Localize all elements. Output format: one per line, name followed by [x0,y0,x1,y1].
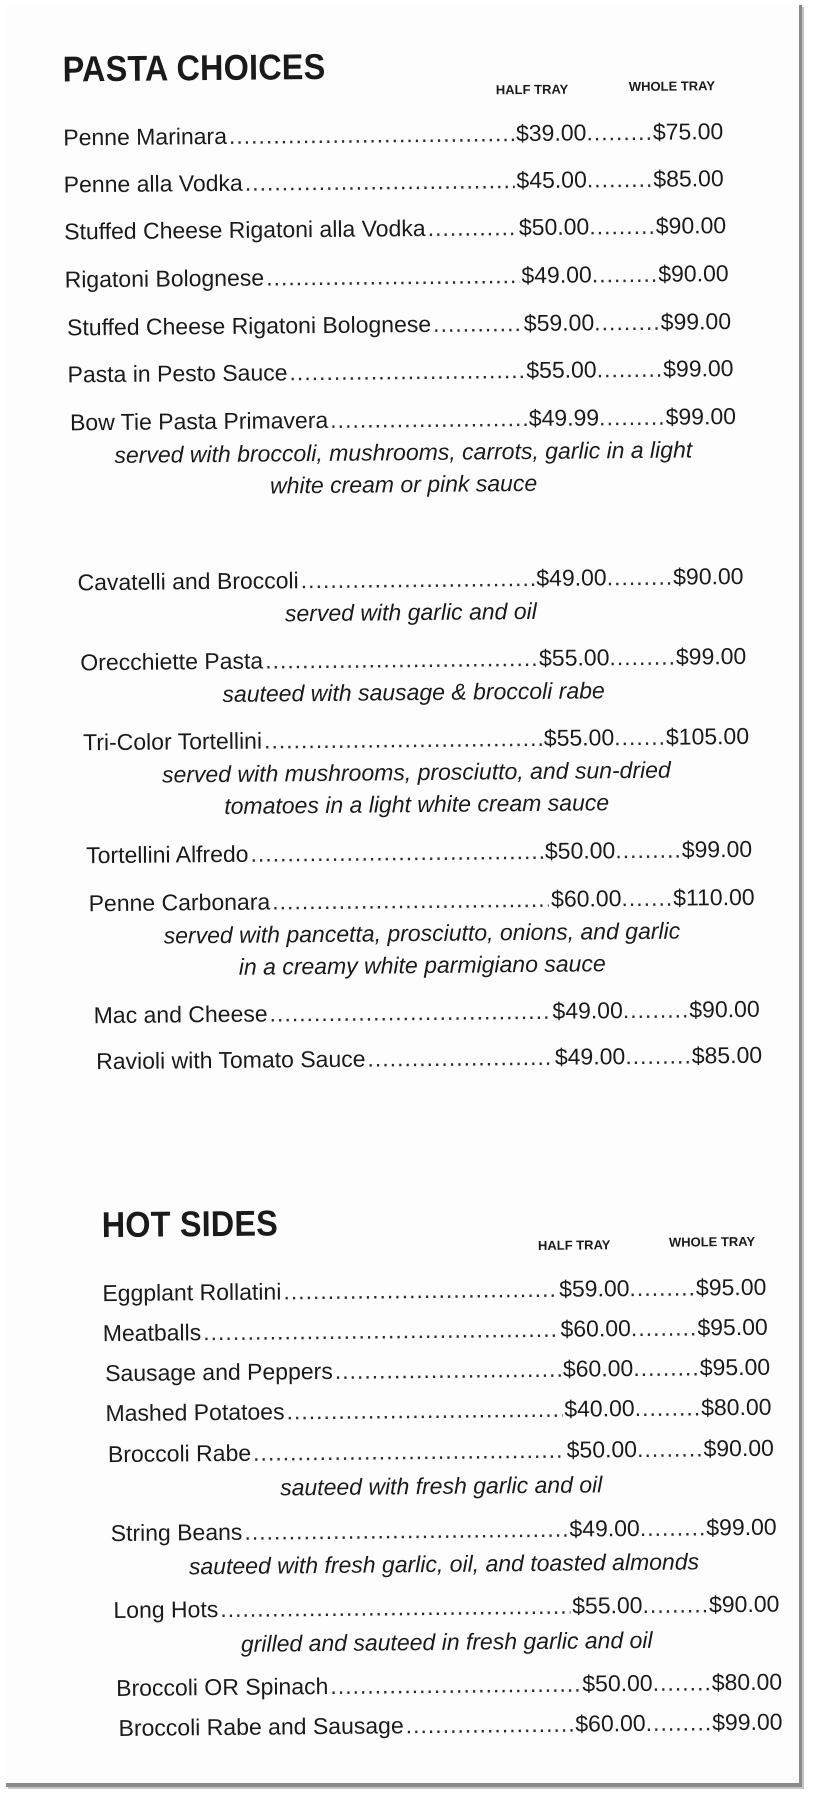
item-name: Bow Tie Pasta Primavera [69,406,329,436]
item-price-half: $49.00 [552,997,623,1024]
item-price-half: $59.00 [558,1275,630,1302]
item-price-half: $50.00 [582,1669,653,1697]
item-price-whole: $99.00 [665,403,737,430]
item-description: grilled and sauteed in fresh garlic and oil [240,1626,653,1657]
menu-item: Penne Carbonara ..... $60.00 ....... $110.00 [89,884,755,917]
item-price-whole: $110.00 [673,883,755,911]
column-header-half-tray: HALF TRAY [495,81,569,98]
item-price-whole: $85.00 [653,165,724,192]
item-name: Eggplant Rollatini [102,1278,282,1307]
item-price-half: $60.00 [550,885,622,912]
item-name: Stuffed Cheese Rigatoni Bolognese [66,310,432,341]
section-title: HOT SIDES [101,1202,279,1246]
item-description: in a creamy white parmigiano sauce [238,950,606,980]
item-name: Tri-Color Tortellini [82,727,263,756]
item-name: String Beans [110,1518,243,1547]
item-name: Tortellini Alfredo [86,840,249,869]
item-description: sauteed with fresh garlic, oil, and toasted almonds [188,1548,700,1580]
item-description: served with garlic and oil [284,597,537,627]
item-price-whole: $99.00 [663,355,734,382]
item-price-whole: $95.00 [695,1273,767,1301]
item-price-whole: $80.00 [711,1668,783,1696]
menu-item: Pasta in Pesto Sauce ..... $55.00 ......... $99.00 [67,355,733,388]
menu-item: Ravioli with Tomato Sauce ..... $49.00 ......... $85.00 [96,1042,762,1075]
menu-item: Orecchiette Pasta ..... $55.00 ......... $99.00 [80,643,746,676]
item-name: Penne Carbonara [88,888,271,917]
item-price-half: $60.00 [560,1315,631,1342]
item-price-whole: $80.00 [701,1393,772,1421]
item-price-half: $55.00 [526,356,597,384]
menu-item: Rigatoni Bolognese ..... $49.00 ......... $90.00 [65,260,729,293]
item-price-half: $50.00 [566,1436,638,1463]
item-name: Cavatelli and Broccoli [77,567,299,596]
menu-item: Broccoli Rabe ..... $50.00 ......... $90.00 [108,1435,774,1468]
menu-page [6,5,802,1787]
item-price-whole: $90.00 [689,995,760,1023]
item-price-half: $55.00 [538,644,610,671]
item-price-whole: $95.00 [697,1313,768,1341]
menu-item: Broccoli OR Spinach ..... $50.00 ........ $80.00 [116,1669,782,1702]
item-price-whole: $105.00 [665,722,750,750]
item-name: Rigatoni Bolognese [64,264,265,293]
item-price-whole: $90.00 [703,1434,775,1462]
menu-item: Meatballs ..... $60.00 ......... $95.00 [103,1314,768,1347]
menu-item: Stuffed Cheese Rigatoni alla Vodka ..... $50.00 ......... $90.00 [64,212,726,245]
item-price-whole: $90.00 [708,1590,780,1618]
item-price-whole: $95.00 [699,1353,771,1381]
item-price-whole: $75.00 [652,118,724,145]
menu-item: Penne Marinara ..... $39.00 ......... $75.00 [63,118,723,151]
menu-item: Stuffed Cheese Rigatoni Bolognese ..... $59.00 ......... $99.00 [67,308,731,341]
item-name: Meatballs [102,1319,202,1347]
menu-item: Cavatelli and Broccoli ..... $49.00 ......... $90.00 [77,563,743,596]
item-description: sauteed with sausage & broccoli rabe [222,677,605,707]
item-price-half: $40.00 [564,1395,635,1422]
item-price-half: $55.00 [543,724,615,751]
menu-item: Eggplant Rollatini ..... $59.00 ......... $95.00 [102,1274,766,1307]
item-price-whole: $85.00 [691,1041,763,1069]
item-price-half: $59.00 [523,309,595,337]
item-price-half: $49.00 [521,261,592,289]
item-name: Broccoli Rabe [107,1439,252,1468]
item-price-whole: $99.00 [681,835,753,863]
item-price-half: $49.99 [528,404,600,432]
item-price-half: $55.00 [572,1591,643,1619]
menu-item: Tortellini Alfredo ..... $50.00 ......... $99.00 [86,836,752,869]
item-price-half: $49.00 [569,1514,640,1542]
item-name: Long Hots [113,1596,219,1624]
item-name: Ravioli with Tomato Sauce [96,1045,366,1075]
menu-item: Mac and Cheese ..... $49.00 ......... $90.00 [94,996,760,1029]
item-name: Penne Marinara [63,122,228,151]
item-price-whole: $90.00 [658,260,729,287]
item-price-half: $39.00 [515,119,587,147]
menu-item: Sausage and Peppers ..... $60.00 ......... $95.00 [105,1354,770,1387]
item-name: Stuffed Cheese Rigatoni alla Vodka [64,214,426,245]
item-price-half: $45.00 [516,166,587,194]
item-name: Sausage and Peppers [105,1357,333,1387]
menu-item: String Beans ..... $49.00 ......... $99.00 [111,1514,777,1547]
item-name: Broccoli Rabe and Sausage [118,1712,404,1741]
menu-item: Penne alla Vodka ..... $45.00 ......... $85.00 [64,165,724,198]
item-price-half: $60.00 [575,1709,646,1737]
section-title: PASTA CHOICES [62,45,326,90]
item-name: Penne alla Vodka [63,169,243,198]
item-price-whole: $90.00 [673,562,744,590]
item-price-whole: $90.00 [655,212,727,239]
menu-item: Mashed Potatoes ..... $40.00 ......... $80.00 [105,1394,771,1427]
item-name: Orecchiette Pasta [80,647,264,676]
item-description: served with pancetta, prosciutto, onions, and garlic [163,917,681,949]
menu-item: Bow Tie Pasta Primavera ..... $49.99 ......... $99.00 [70,403,736,436]
item-price-whole: $99.00 [706,1513,777,1541]
menu-item: Long Hots ..... $55.00 ......... $90.00 [113,1591,779,1624]
column-header-half-tray: HALF TRAY [537,1237,611,1253]
item-name: Mac and Cheese [93,1000,268,1029]
item-name: Mashed Potatoes [105,1398,285,1427]
column-header-whole-tray: WHOLE TRAY [668,1233,756,1250]
item-price-half: $50.00 [544,837,616,864]
item-name: Pasta in Pesto Sauce [67,359,288,388]
column-header-whole-tray: WHOLE TRAY [628,78,716,95]
item-price-half: $60.00 [562,1355,634,1382]
item-price-half: $49.00 [536,564,607,591]
item-description: served with mushrooms, prosciutto, and sun-dried [161,756,671,788]
item-price-half: $49.00 [554,1043,626,1070]
item-price-whole: $99.00 [675,642,747,670]
menu-item: Tri-Color Tortellini ..... $55.00 ....... $105.00 [83,723,749,756]
item-description: sauteed with fresh garlic and oil [280,1471,603,1501]
menu-item: Broccoli Rabe and Sausage ..... $60.00 ......... $99.00 [118,1709,782,1742]
item-price-half: $50.00 [518,213,590,241]
item-description: white cream or pink sauce [269,469,538,499]
item-description: served with broccoli, mushrooms, carrots, garlic in a light [114,436,693,468]
item-price-whole: $99.00 [712,1708,783,1736]
item-description: tomatoes in a light white cream sauce [224,789,610,819]
item-price-whole: $99.00 [660,308,732,335]
item-name: Broccoli OR Spinach [116,1672,329,1702]
